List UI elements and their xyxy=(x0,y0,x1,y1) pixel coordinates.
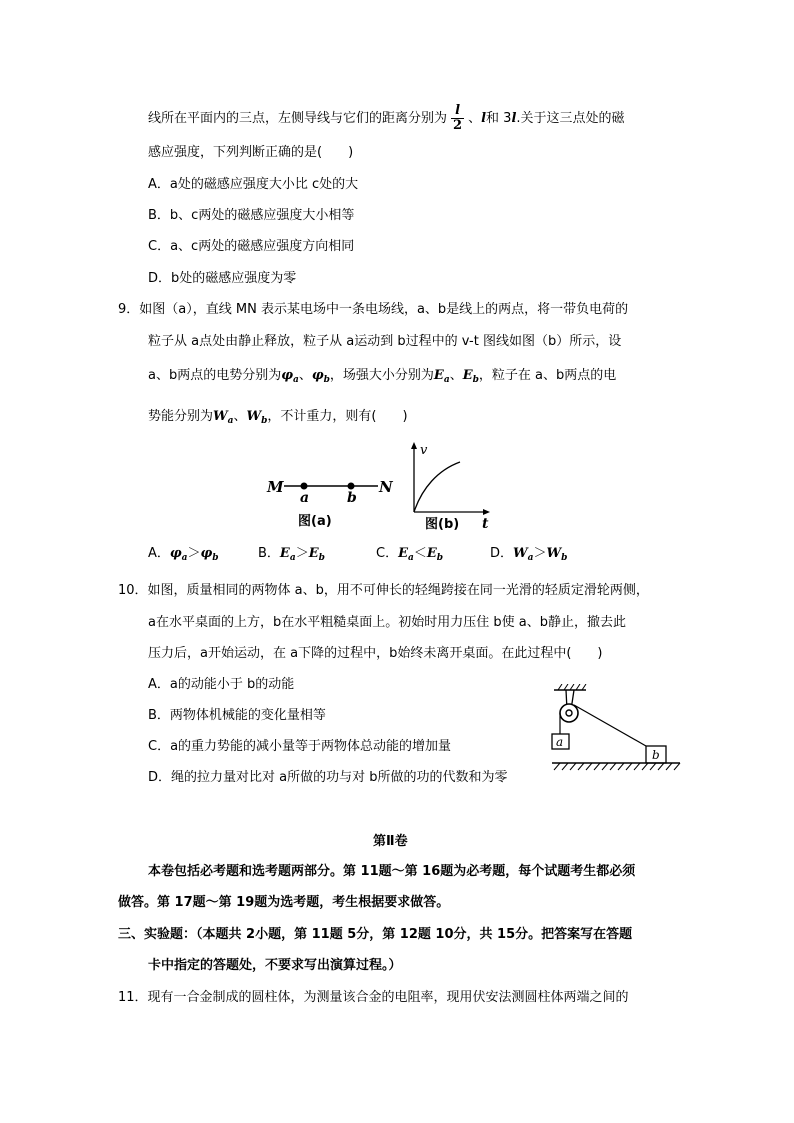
experiment-heading-line2: 卡中指定的答题处，不要求写出演算过程。） xyxy=(148,958,402,973)
block-b-label: b xyxy=(652,748,660,762)
section-intro-line2: 做答。第 17题～第 19题为选考题，考生根据要求做答。 xyxy=(118,895,450,910)
experiment-heading-line1: 三、实验题：（本题共 2小题，第 11题 5分，第 12题 10分，共 15分。把答案写在答题 xyxy=(118,927,633,942)
section-intro-line1: 本卷包括必考题和选考题两部分。第 11题～第 16题为必考题，每个试题考生都必须 xyxy=(148,864,636,879)
q10-line3: 压力后，a开始运动，在 a下降的过程中，b始终未离开桌面。在此过程中( ) xyxy=(148,646,603,661)
q10-option-c: C．a的重力势能的减小量等于两物体总动能的增加量 xyxy=(148,739,452,754)
label-v: v xyxy=(420,443,428,458)
q8-option-b: B．b、c两处的磁感应强度大小相等 xyxy=(148,208,355,223)
q10-line1: 10．如图，质量相同的两物体 a、b，用不可伸长的轻绳跨接在同一光滑的轻质定滑轮两侧， xyxy=(118,583,649,598)
q10-option-a: A．a的动能小于 b的动能 xyxy=(148,677,295,692)
fraction-l-over-2: $\frac{l}{2}$ xyxy=(453,103,463,133)
point-a xyxy=(301,483,308,490)
q9-option-c: C．$E_a<E_b$ xyxy=(376,546,444,563)
vt-curve xyxy=(414,462,460,512)
label-a: a xyxy=(300,490,310,506)
v-arrow xyxy=(411,442,417,449)
caption-b: 图(b) xyxy=(425,517,460,532)
q9-line3: a、b两点的电势分别为$\varphi_a$、$\varphi_b$，场强大小分别为$E_a$、$E_b$，粒子在 a、b两点的电 xyxy=(148,368,617,385)
q9-line2: 粒子从 a点处由静止释放，粒子从 a运动到 b过程中的 v-t 图线如图（b）所示，设 xyxy=(148,334,622,349)
section-title: 第Ⅱ卷 xyxy=(373,834,408,849)
rope-slanted xyxy=(574,705,646,746)
q9-option-b: B．$E_a>E_b$ xyxy=(258,546,325,563)
figure-b-vt-graph xyxy=(411,442,490,532)
q8-option-d: D．b处的磁感应强度为零 xyxy=(148,271,297,286)
q9-line4: 势能分别为$W_a$、$W_b$，不计重力，则有( ) xyxy=(148,409,408,426)
q10-option-b: B．两物体机械能的变化量相等 xyxy=(148,708,326,723)
q10-pulley-figure xyxy=(546,684,682,776)
label-M: M xyxy=(267,478,284,496)
block-a-label: a xyxy=(556,735,564,749)
q9-figures xyxy=(260,440,500,535)
point-b xyxy=(348,483,355,490)
figure-a-field-line xyxy=(266,478,394,529)
q9-line1: 9．如图（a），直线 MN 表示某电场中一条电场线，a、b是线上的两点，将一带负电荷的 xyxy=(118,302,629,317)
label-t: t xyxy=(482,516,489,532)
q10-line2: a在水平桌面的上方，b在水平粗糙桌面上。初始时用力压住 b使 a、b静止，撤去此 xyxy=(148,615,626,630)
q8-line2: 感应强度，下列判断正确的是( ) xyxy=(148,145,354,160)
q9-option-a: A．$\varphi_a>\varphi_b$ xyxy=(148,546,219,563)
q10-option-d: D．绳的拉力量对比对 a所做的功与对 b所做的功的代数和为零 xyxy=(148,770,508,785)
caption-a: 图(a) xyxy=(298,514,332,529)
t-arrow xyxy=(483,509,490,515)
q8-option-c: C．a、c两处的磁感应强度方向相同 xyxy=(148,239,355,254)
q9-option-d: D．$W_a>W_b$ xyxy=(490,546,568,563)
q8-option-a: A．a处的磁感应强度大小比 c处的大 xyxy=(148,177,359,192)
table-hatch xyxy=(554,763,680,770)
label-b: b xyxy=(347,490,357,506)
q8-line1: 线所在平面内的三点，左侧导线与它们的距离分别为 $\frac{l}{2}$ 、l和 3l.关于这三点处的磁 xyxy=(148,103,625,133)
q11-line1: 11．现有一合金制成的圆柱体，为测量该合金的电阻率，现用伏安法测圆柱体两端之间的 xyxy=(118,990,629,1005)
ceiling-hatch xyxy=(558,684,586,690)
pulley-axle xyxy=(566,710,572,716)
label-N: N xyxy=(379,478,393,496)
